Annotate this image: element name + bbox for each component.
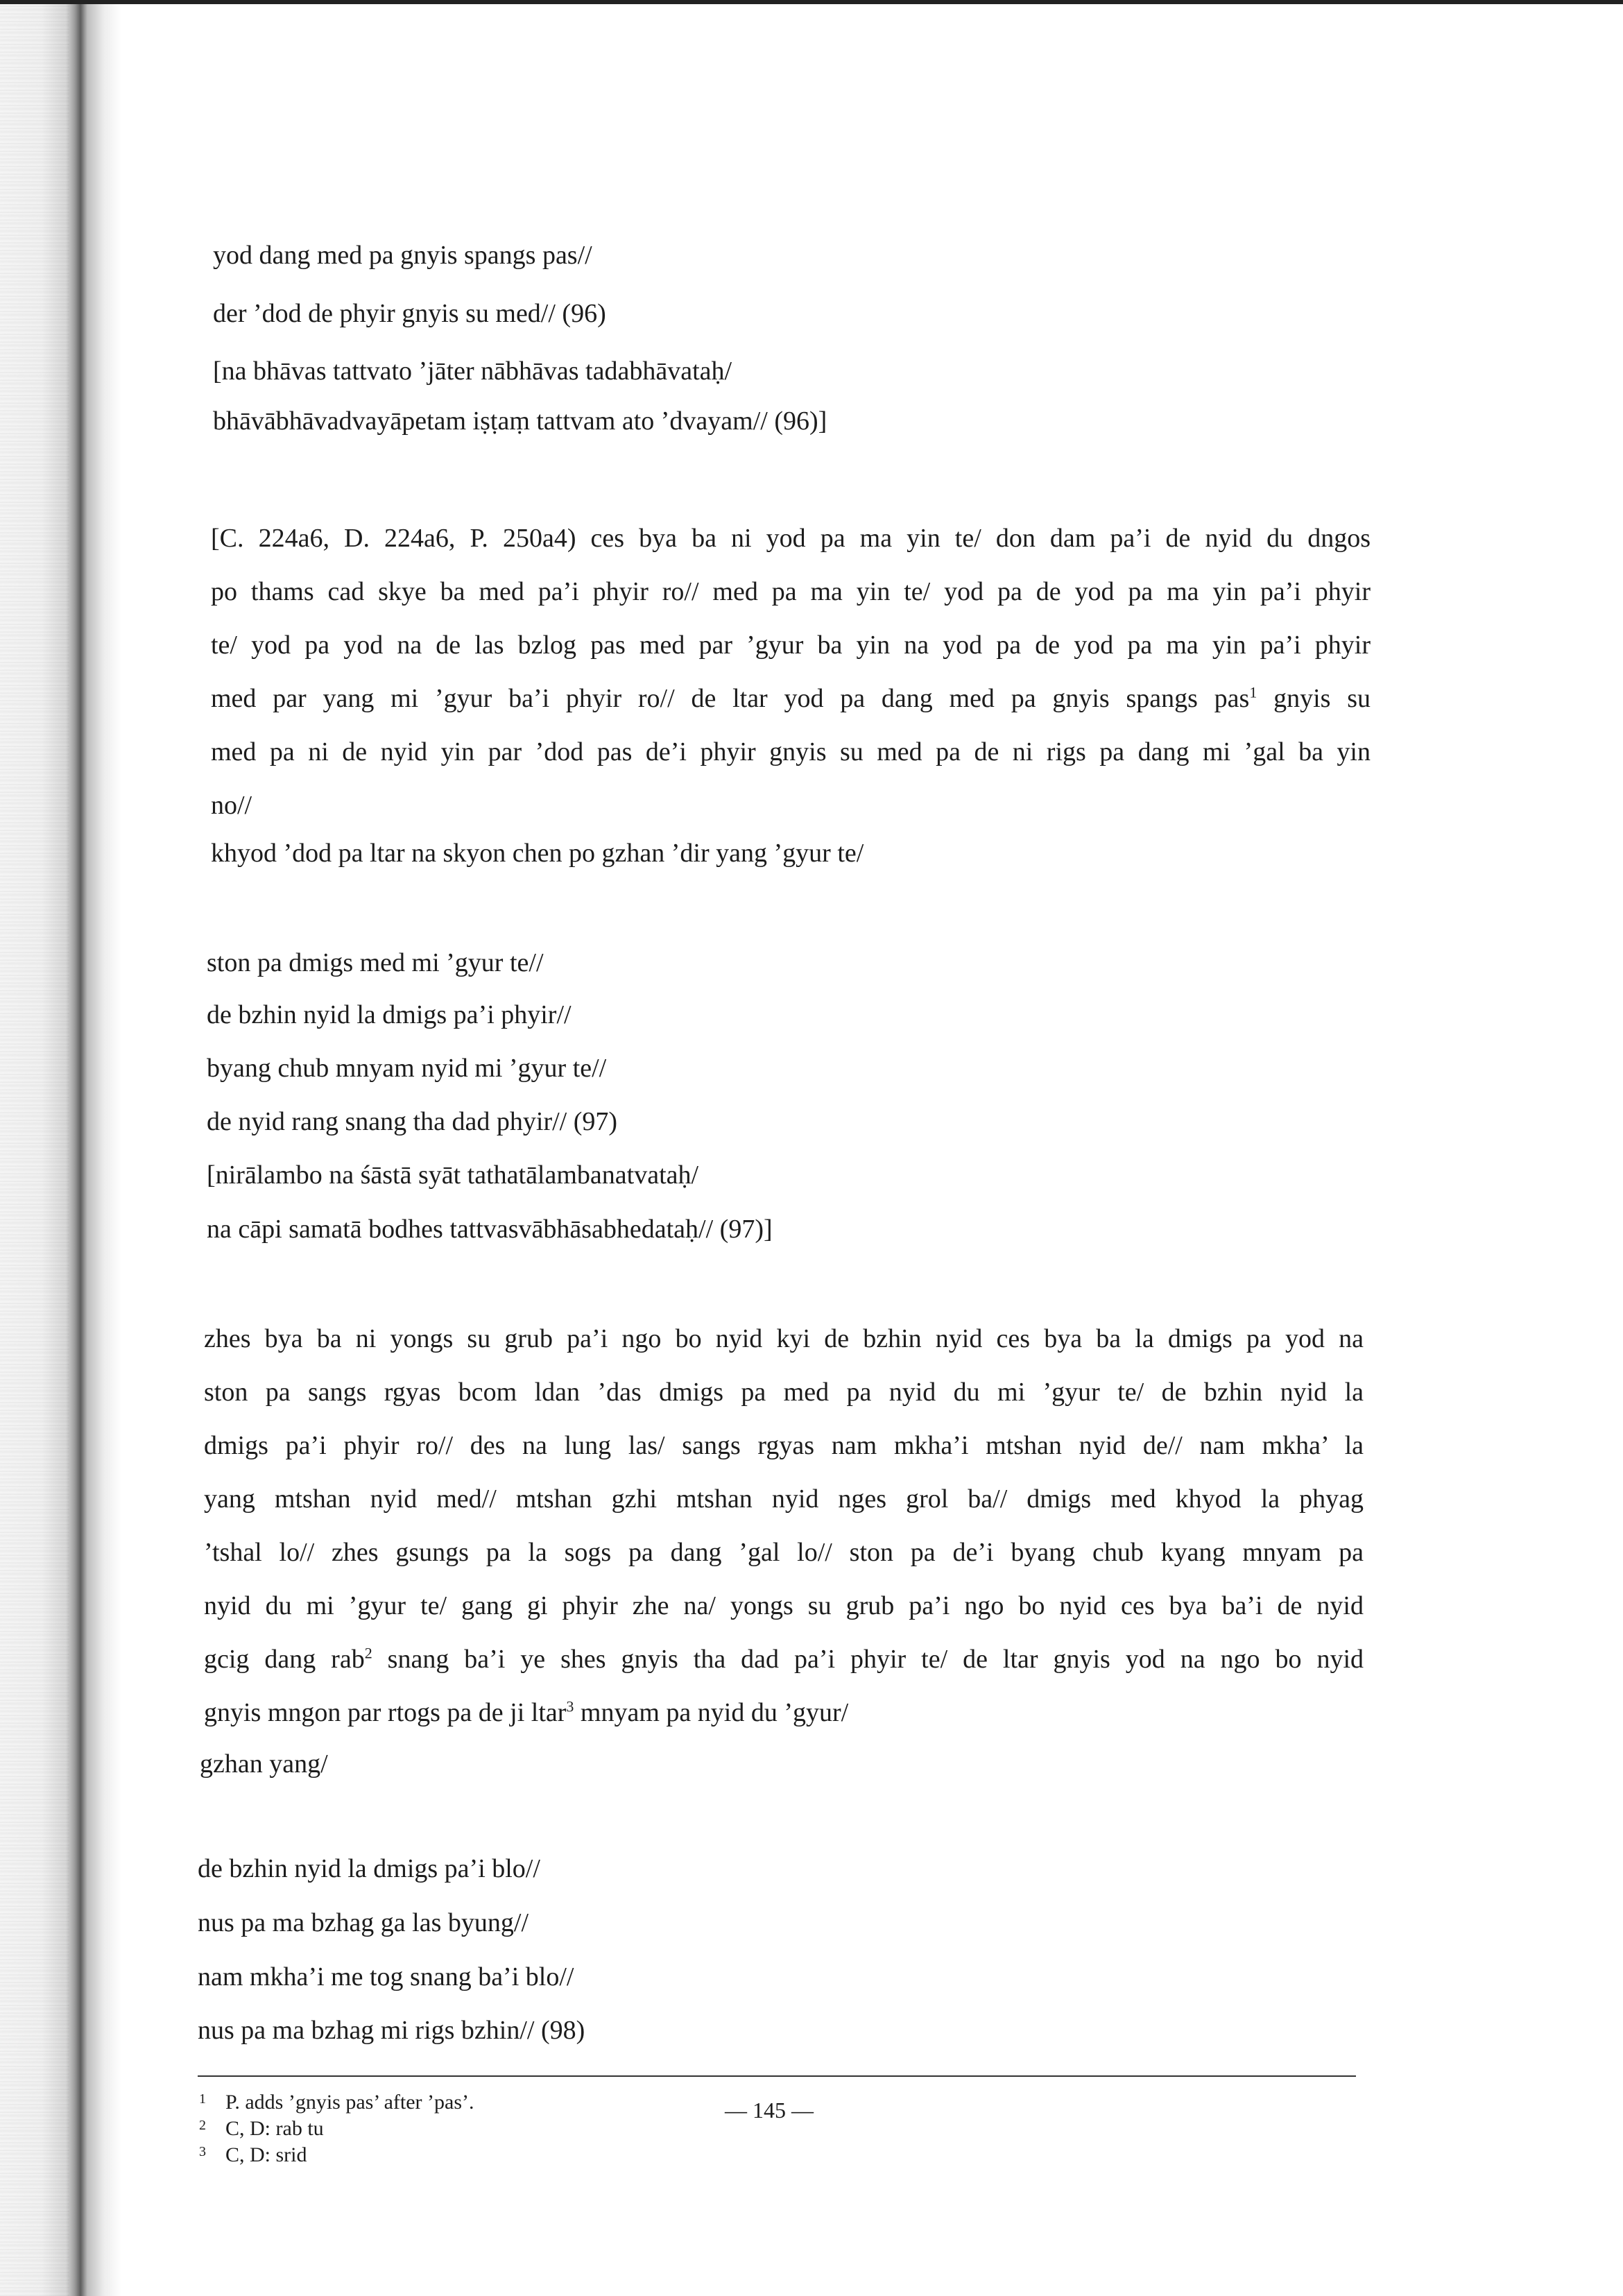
footnote-ref: 1: [1249, 683, 1257, 701]
prose-line: khyod ’dod pa ltar na skyon chen po gzhan ’dir yang ’gyur te/: [211, 839, 864, 868]
footnote-number: 3: [199, 2144, 206, 2159]
verse-line: ston pa dmigs med mi ’gyur te//: [207, 948, 544, 977]
prose-line: yang mtshan nyid med// mtshan gzhi mtshan nyid nges grol ba// dmigs med khyod la phyag: [204, 1484, 1364, 1514]
prose-line: gnyis mngon par rtogs pa de ji ltar$^3$ mnyam pa nyid du ’gyur/: [204, 1697, 849, 1727]
page-number: — 145 —: [725, 2098, 814, 2123]
prose-line: ston pa sangs rgyas bcom ldan ’das dmigs pa med pa nyid du mi ’gyur te/ de bzhin nyid la: [204, 1378, 1364, 1407]
prose-line: nyid du mi ’gyur te/ gang gi phyir zhe na/ yongs su grub pa’i ngo bo nyid ces bya ba’i de nyid: [204, 1591, 1364, 1620]
verse-line: de bzhin nyid la dmigs pa’i phyir//: [207, 1000, 572, 1029]
verse-line: bhāvābhāvadvayāpetam iṣṭaṃ tattvam ato ’dvayam// (96)]: [213, 406, 827, 436]
footnote-ref: 2: [364, 1644, 372, 1662]
verse-line: nam mkha’i me tog snang ba’i blo//: [198, 1962, 574, 1991]
verse-line: de nyid rang snang tha dad phyir// (97): [207, 1107, 618, 1136]
verse-line: de bzhin nyid la dmigs pa’i blo//: [198, 1854, 540, 1883]
prose-line: med pa ni de nyid yin par ’dod pas de’i phyir gnyis su med pa de ni rigs pa dang mi ’gal ba yin: [211, 737, 1371, 766]
prose-line: no//: [211, 791, 252, 820]
prose-line: ’tshal lo// zhes gsungs pa la sogs pa dang ’gal lo// ston pa de’i byang chub kyang mnyam pa: [204, 1538, 1364, 1567]
prose-line: po thams cad skye ba med pa’i phyir ro// med pa ma yin te/ yod pa de yod pa ma yin pa’i phyir: [211, 577, 1371, 606]
prose-line: med par yang mi ’gyur ba’i phyir ro// de ltar yod pa dang med pa gnyis spangs pas$^1$ gnyis su: [211, 683, 1371, 713]
verse-line: yod dang med pa gnyis spangs pas//: [213, 241, 592, 270]
footnote-ref: 3: [566, 1697, 574, 1715]
prose-line: dmigs pa’i phyir ro// des na lung las/ sangs rgyas nam mkha’i mtshan nyid de// nam mkha’ la: [204, 1431, 1364, 1460]
prose-line: zhes bya ba ni yongs su grub pa’i ngo bo nyid kyi de bzhin nyid ces bya ba la dmigs pa yod na: [204, 1324, 1364, 1353]
footnote-number: 2: [199, 2118, 206, 2133]
footnote-text: C, D: rab tu: [225, 2117, 324, 2140]
prose-line: te/ yod pa yod na de las bzlog pas med par ’gyur ba yin na yod pa de yod pa ma yin pa’i phyir: [211, 631, 1371, 660]
verse-line: der ’dod de phyir gnyis su med// (96): [213, 299, 606, 328]
footnote-text: C, D: srid: [225, 2143, 307, 2166]
footnote-text: P. adds ’gnyis pas’ after ’pas’.: [225, 2091, 474, 2114]
verse-line: nus pa ma bzhag ga las byung//: [198, 1908, 529, 1937]
footnote-number: 1: [199, 2091, 206, 2107]
verse-line: [nirālambo na śāstā syāt tathatālambanatvataḥ/: [207, 1160, 699, 1190]
prose-line: gzhan yang/: [200, 1749, 328, 1779]
verse-line: na cāpi samatā bodhes tattvasvābhāsabhedataḥ// (97)]: [207, 1215, 773, 1244]
verse-line: byang chub mnyam nyid mi ’gyur te//: [207, 1054, 607, 1083]
prose-line: gcig dang rab$^2$ snang ba’i ye shes gnyis tha dad pa’i phyir te/ de ltar gnyis yod na ngo bo nyid: [204, 1644, 1364, 1674]
verse-line: nus pa ma bzhag mi rigs bzhin// (98): [198, 2016, 585, 2045]
prose-line: [C. 224a6, D. 224a6, P. 250a4) ces bya ba ni yod pa ma yin te/ don dam pa’i de nyid du dngos: [211, 524, 1371, 553]
verse-line: [na bhāvas tattvato ’jāter nābhāvas tadabhāvataḥ/: [213, 357, 732, 386]
